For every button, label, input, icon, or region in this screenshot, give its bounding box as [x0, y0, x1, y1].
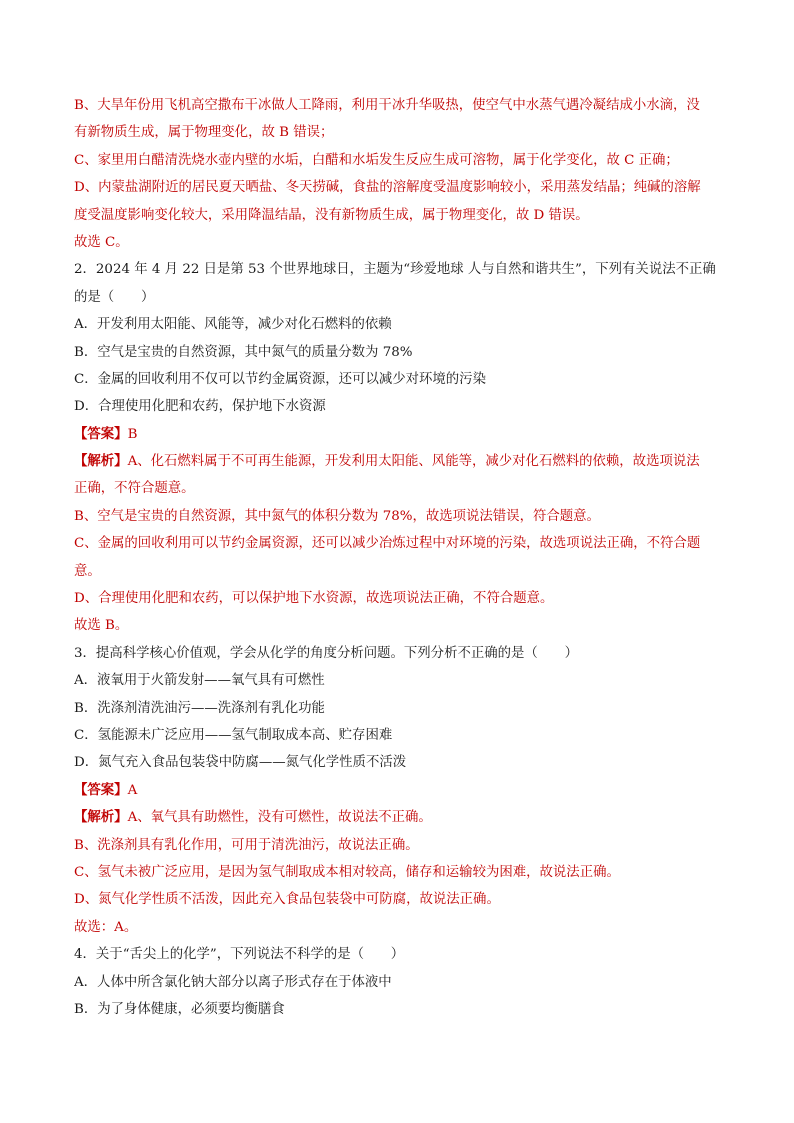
answer-line [74, 777, 724, 804]
option-a: A．液氧用于火箭发射——氧气具有可燃性 [74, 673, 325, 689]
answer-value: A [127, 782, 138, 798]
question-4 [74, 941, 724, 1023]
analysis-line: C、氢气未被广泛应用，是因为氢气制取成本相对较高，储存和运输较为困难，故说法正确。 [74, 864, 620, 880]
question-2 [74, 256, 724, 639]
answer-value: B [127, 426, 138, 442]
option-d: D．合理使用化肥和农药，保护地下水资源 [74, 399, 326, 415]
document-body [74, 92, 724, 1023]
question-stem: 4．关于“舌尖上的化学”，下列说法不科学的是（ ） [74, 947, 405, 963]
conclusion: 故选 C。 [74, 234, 129, 250]
analysis-line: 正确，不符合题意。 [74, 481, 195, 497]
option-b: B．空气是宝贵的自然资源，其中氮气的质量分数为 78% [74, 344, 413, 360]
analysis-line [74, 804, 724, 831]
option-c: C．金属的回收利用不仅可以节约金属资源，还可以减少对环境的污染 [74, 371, 486, 387]
analysis-line: 有新物质生成，属于物理变化，故 B 错误； [74, 125, 334, 141]
analysis-text: A、化石燃料属于不可再生能源，开发利用太阳能、风能等，减少对化石燃料的依赖，故选项说法 [127, 454, 700, 470]
analysis-line: B、空气是宝贵的自然资源，其中氮气的体积分数为 78%，故选项说法错误，符合题意。 [74, 508, 600, 524]
analysis-tag: 【解析】 [74, 809, 128, 826]
option-a: A．人体中所含氯化钠大部分以离子形式存在于体液中 [74, 974, 392, 990]
question-3 [74, 640, 724, 941]
analysis-tag: 【解析】 [74, 453, 128, 470]
analysis-line: D、合理使用化肥和农药，可以保护地下水资源，故选项说法正确，不符合题意。 [74, 591, 554, 607]
answer-line [74, 421, 724, 448]
analysis-text: A、氧气具有助燃性，没有可燃性，故说法不正确。 [127, 810, 432, 826]
question-stem: 的是（ ） [74, 289, 155, 305]
analysis-line: 度受温度影响变化较大，采用降温结晶，没有新物质生成，属于物理变化，故 D 错误。 [74, 207, 589, 223]
conclusion: 故选：A。 [74, 919, 138, 935]
analysis-line: C、家里用白醋清洗烧水壶内壁的水垢，白醋和水垢发生反应生成可溶物，属于化学变化，故 C 正确； [74, 152, 679, 168]
analysis-line: B、大旱年份用飞机高空撒布干冰做人工降雨，利用干冰升华吸热，使空气中水蒸气遇冷凝结成小水滴，没 [74, 98, 700, 113]
answer-tag: 【答案】 [74, 425, 128, 442]
analysis-line: D、内蒙盐湖附近的居民夏天晒盐、冬天捞碱，食盐的溶解度受温度影响较小，采用蒸发结晶；纯碱的溶解 [74, 180, 701, 196]
analysis-line: C、金属的回收利用可以节约金属资源，还可以减少冶炼过程中对环境的污染，故选项说法正确，不符合题 [74, 536, 701, 552]
option-b: B．为了身体健康，必须要均衡膳食 [74, 1001, 285, 1017]
answer-tag: 【答案】 [74, 781, 128, 798]
conclusion: 故选 B。 [74, 618, 129, 634]
question-stem: 2．2024 年 4 月 22 日是第 53 个世界地球日，主题为“珍爱地球 人与自然和谐共生”，下列有关说法不正确 [74, 262, 716, 278]
option-a: A．开发利用太阳能、风能等，减少对化石燃料的依赖 [74, 317, 392, 333]
analysis-line: D、氮气化学性质不活泼，因此充入食品包装袋中可防腐，故说法正确。 [74, 892, 500, 908]
option-b: B．洗涤剂清洗油污——洗涤剂有乳化功能 [74, 700, 325, 716]
analysis-line: 意。 [74, 563, 101, 579]
analysis-line [74, 448, 724, 475]
question-stem: 3．提高科学核心价值观，学会从化学的角度分析问题。下列分析不正确的是（ ） [74, 645, 578, 661]
option-d: D．氮气充入食品包装袋中防腐——氮气化学性质不活泼 [74, 755, 407, 771]
analysis-line: B、洗涤剂具有乳化作用，可用于清洗油污，故说法正确。 [74, 837, 419, 853]
q1-analysis-tail [74, 92, 724, 256]
option-c: C．氢能源未广泛应用——氢气制取成本高、贮存困难 [74, 727, 393, 743]
